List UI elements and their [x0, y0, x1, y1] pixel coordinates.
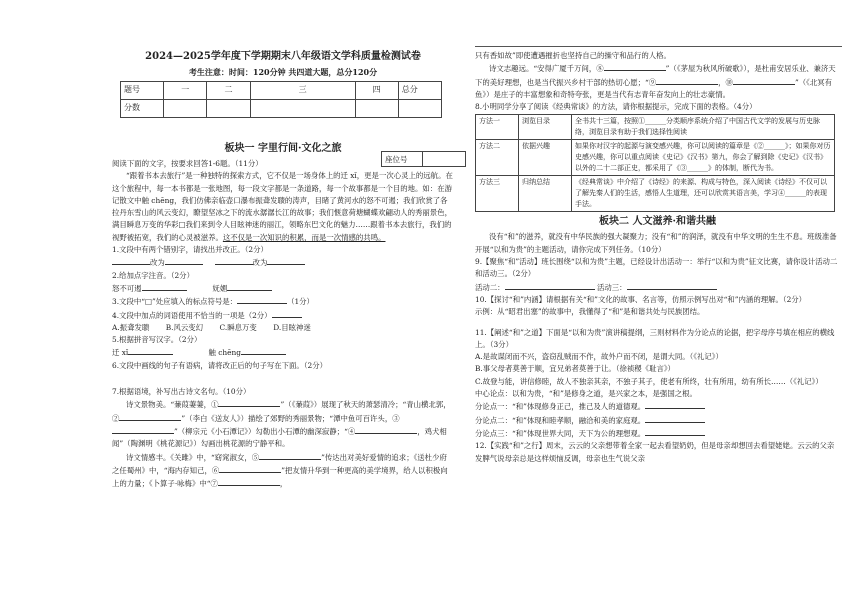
q7-paragraph-1 — [112, 398, 454, 450]
question-8: 8.小明同学分享了阅读《经典常谈》的方法，请你根据提示，完成下面的表格。（4分） — [475, 102, 757, 112]
q7-text: ，鸡犬相闻”（陶渊明《桃花源记》）勾画出桃花源的宁静平和。 — [112, 426, 447, 449]
answer-blank[interactable] — [604, 62, 666, 71]
score-input-cell[interactable] — [398, 100, 441, 118]
option-c[interactable]: C.瞬息万变 — [219, 322, 257, 332]
method-name: 方法一 — [476, 115, 519, 140]
q7-text: ”（《北冥有鱼》）是庄子的丰富想象和奇特夸张，更是当代有志青年奋发向上的壮志豪情。 — [475, 77, 832, 99]
method-how: 依据兴趣 — [519, 140, 572, 176]
answer-blank[interactable] — [112, 425, 174, 434]
method-row — [476, 140, 835, 176]
left-column — [112, 50, 454, 490]
material-a: A.是故谋闭而不兴，盗窃乱贼而不作，故外户而不闭，是谓大同。（《礼记》） — [475, 352, 723, 362]
answer-blank[interactable] — [505, 281, 595, 290]
method-name: 方法二 — [476, 140, 519, 176]
reading-passage — [112, 170, 454, 244]
q7-text: ， — [279, 479, 288, 489]
score-cell: 四 — [355, 82, 398, 100]
right-column — [475, 50, 840, 465]
score-cell: 二 — [207, 82, 250, 100]
score-input-cell[interactable] — [355, 100, 398, 118]
answer-blank[interactable] — [142, 282, 187, 291]
seat-label: 座位号 — [382, 152, 423, 167]
q6-answer-area[interactable] — [112, 372, 454, 386]
answer-blank[interactable] — [733, 76, 795, 85]
passage-text: “跟着书本去旅行”是一种独特的探索方式，它不仅是一场身体上的迁 xǐ，更是一次心灵上的远航。在这个旅程中，每一本书都是一张地图，每一段文字都是一条道路，每一个故事都是一个目的地。如：在游记散文中触 chēng，我们仿佛亲临壶口瀑布振聋发聩的涛声，目睹了黄河水的怒不可遏；我们欣赏了各拉丹东雪山的风云变幻，瞭望坚冰之下的流水潺潺长江的故事；我们惬意荷塘蝴蝶欢翩动人的秀丽景色，满目瞬息万变的华彩□我们来到令人目眩神迷的丽江，领略东巴文化的魅力……跟着书本去旅行，我们的视野被拓宽，我们的心灵被滋养。 — [112, 171, 453, 242]
score-cell: 三 — [250, 82, 355, 100]
score-table — [120, 81, 442, 118]
answer-blank[interactable] — [218, 398, 280, 407]
q5-answer-line — [112, 346, 454, 359]
q7-text: ”把友情升华到一种更高的美学境界，给人以积极向上的力量；《卜算子·咏梅》中“⑦ — [112, 465, 448, 489]
sub-argument-text: 分论点一：“和”体现修身正己，推己及人的道德观。 — [475, 402, 646, 412]
score-cell: 一 — [164, 82, 207, 100]
q3-score: （1分） — [287, 297, 314, 307]
answer-blank[interactable] — [227, 282, 272, 291]
answer-blank[interactable] — [218, 477, 280, 486]
q7-paragraph-2 — [112, 451, 454, 491]
q7-text: ”（柳宗元《小石潭记》）勾勒出小石潭的幽深寂静；“④ — [174, 426, 356, 436]
method-text[interactable]: 全书共十三篇，按照①______分类顺序系统介绍了中国古代文学的发展与历史脉络，浏览目录有助于我们选择性阅读 — [572, 115, 835, 140]
option-d[interactable]: D.目眩神迷 — [273, 322, 311, 332]
section2-intro: 没有“和”的滋养，就没有中华民族的强大凝聚力；没有“和”的润泽，就没有中华文明的生生不息。班级准备开展“以和为贵”的主题活动，请你完成下列任务。（10分） — [475, 232, 837, 254]
answer-blank[interactable] — [128, 346, 173, 355]
answer-blank[interactable] — [219, 464, 281, 473]
method-row — [476, 115, 835, 140]
q7-text: ”（李白《送友人》）描绘了郊野的秀丽景物；“潭中鱼可百许头，③ — [181, 413, 400, 423]
q7-text: 诗文情感丰。《关雎》中，“窈窕淑女，⑤ — [126, 452, 260, 462]
q7-text: ”（《蒹葭》）展现了秋天的萧瑟清冷；“青山横北郭，② — [112, 400, 451, 423]
answer-blank[interactable] — [272, 309, 302, 318]
section1-title: 板块一 字里行间·文化之旅 — [224, 143, 342, 154]
q9-answer-line — [475, 281, 840, 294]
question-2: 2.给加点字注音。（2分） — [112, 270, 194, 280]
q1-label: 改为 — [150, 258, 165, 268]
sub-argument-1 — [475, 400, 840, 413]
q7-text: 诗文景物美。“蒹葭萋萋，① — [126, 400, 219, 410]
q2-answer-line — [112, 282, 454, 295]
q4-options — [112, 322, 454, 334]
option-a[interactable]: A.振聋发聩 — [112, 322, 150, 332]
method-how: 浏览目录 — [519, 115, 572, 140]
sub-argument-3 — [475, 427, 840, 440]
q2-word: 妩媚 — [212, 283, 228, 293]
material-c: C.故登与能，讲信修睦，故人不独亲其亲，不独子其子，使老有所终，壮有所用，幼有所长……（《礼记》） — [475, 376, 823, 386]
answer-blank[interactable] — [215, 256, 253, 265]
central-argument: 中心论点：以和为贵，“和”是修身之道，是兴家之本，是强国之根。 — [475, 389, 697, 399]
section2-title: 板块二 人文滋养·和谐共融 — [599, 216, 716, 228]
q2-word: 怒不可遏 — [112, 283, 142, 293]
q3-text: 3.文段中“□”处应填入的标点符号是： — [112, 297, 238, 307]
method-row — [476, 176, 835, 212]
answer-blank[interactable] — [355, 425, 417, 434]
score-header-row — [121, 82, 442, 100]
answer-blank[interactable] — [165, 256, 203, 265]
answer-blank[interactable] — [656, 76, 718, 85]
reading-method-table — [475, 114, 835, 212]
q5-item: 触 chēng — [208, 348, 242, 358]
q7-paragraph-3 — [475, 62, 840, 101]
q4-text: 4.文段中加点的词语使用不恰当的一项是（2分） — [112, 310, 272, 320]
score-input-cell[interactable] — [207, 100, 250, 118]
score-label-cell: 分数 — [121, 100, 164, 118]
seat-input[interactable] — [423, 152, 466, 167]
exam-title: 2024—2025学年度下学期期末八年级语文学科质量检测试卷 — [145, 51, 421, 62]
method-name: 方法三 — [476, 176, 519, 212]
question-11: 11.【阐述“和”之道】下面是“以和为贵”演讲稿提纲，三则材料作为分论点的论据，把字母序号填在相应的横线上。（3分） — [475, 327, 835, 349]
sub-argument-text: 分论点二：“和”体现和睦孝顺，融洽和美的家庭观。 — [475, 415, 646, 425]
question-4 — [112, 309, 454, 322]
q1-answer-line — [112, 256, 454, 269]
answer-blank[interactable] — [645, 427, 705, 436]
q1-label: 改为 — [252, 258, 268, 268]
sub-argument-2 — [475, 414, 840, 427]
q9-label: 活动三： — [596, 282, 627, 292]
score-cell: 题号 — [121, 82, 164, 100]
answer-blank[interactable] — [645, 400, 705, 409]
answer-blank[interactable] — [119, 412, 181, 421]
method-how: 归纳总结 — [519, 176, 572, 212]
q7-continued: 只有香如故”即使遭遇摧折也坚持自己的操守和品行的人格。 — [475, 51, 671, 60]
section1-intro: 阅读下面的文字，按要求回答1-6题。（11分） — [112, 159, 263, 168]
method-text[interactable]: 如果你对汉字的起源与演变感兴趣，你可以阅读的篇章是《②______》；如果你对历史感兴趣，你可以重点阅读《史记》《汉书》第九，你会了解到除《史记》《汉书》以外的二十二部正史，都采用了《③______》的体制，断代为书。 — [572, 140, 835, 176]
question-7: 7.根据语境，补写出古诗文名句。（10分） — [112, 387, 251, 397]
answer-blank[interactable] — [112, 256, 150, 265]
score-value-row — [121, 100, 442, 118]
answer-blank[interactable] — [241, 346, 286, 355]
q10-example: 示例：从“昭君出塞”的故事中，我懂得了“和”是和谐共处与民族团结。 — [475, 307, 705, 317]
question-9: 9.【聚焦“和”活动】班长围绕“以和为贵”主题，已经设计出活动一：举行“以和为贵”征文比赛，请你设计活动二和活动三。（2分） — [475, 257, 838, 279]
answer-blank[interactable] — [627, 281, 717, 290]
question-1: 1.文段中有两个错别字，请找出并改正。（2分） — [112, 245, 268, 255]
sub-argument-text: 分论点三：“和”体现世界大同，天下为公的理想观。 — [475, 428, 646, 438]
underlined-sentence: 这不仅是一次知识的积累，而是一次情感的共鸣。 — [222, 232, 386, 242]
answer-blank[interactable] — [259, 451, 321, 460]
material-b: B.事父母者莫善于顺，宜兄弟者莫善于让。（徐祯稷《耻言》） — [475, 364, 675, 374]
q7-text: ”（《茅屋为秋风所破歌》），是杜甫安居乐业、兼济天下的美好理想，也是当代振兴乡村干部的热切心愿；“⑨ — [475, 64, 836, 87]
q9-label: 活动二： — [475, 282, 505, 292]
question-12: 12.【实践“和”之行】周末，云云的父亲想带着全家一起去看望奶奶，但是母亲却想回去看望姥姥。云云的父亲发脾气说母亲总是这样烦恼反调，母亲也生气说父亲 — [475, 441, 835, 463]
question-10: 10.【探讨“和”内涵】请根据有关“和”文化的故事、名言等，仿照示例写出对“和”内涵的理解。（2分） — [475, 294, 807, 304]
q5-item: 迁 xǐ — [112, 348, 129, 358]
score-input-cell[interactable] — [164, 100, 207, 118]
score-input-cell[interactable] — [250, 100, 355, 118]
q7-text: ，⑩ — [718, 77, 733, 87]
right-top-rule — [475, 46, 842, 47]
answer-blank[interactable] — [645, 414, 705, 423]
exam-notice: 考生注意：时间：120分钟 共四道大题，总分120分 — [188, 67, 378, 77]
q7-text: 诗文志趣远。“安得广厦千万间，⑧ — [489, 64, 604, 74]
q7-text: ”传达出对美好爱情的追求；《送杜少府之任蜀州》中，“海内存知己，⑥ — [112, 452, 447, 475]
score-cell: 总分 — [398, 82, 441, 100]
option-b[interactable]: B.风云变幻 — [165, 322, 204, 332]
answer-blank[interactable] — [237, 295, 287, 304]
question-3 — [112, 295, 454, 308]
method-text[interactable]: 《经典常谈》中介绍了《诗经》的来源、构成与特色，深入阅读《诗经》不仅可以了解先秦人们的生活，感悟人生道理，还可以欣赏其语言美，学习④______的表现手法。 — [572, 176, 835, 212]
question-5: 5.根据拼音写汉字。（2分） — [112, 335, 202, 345]
seat-number-box — [381, 151, 466, 167]
question-6: 6.文段中画线的句子有语病，请将改正后的句子写在下面。（2分） — [112, 360, 327, 370]
answer-blank[interactable] — [267, 256, 305, 265]
